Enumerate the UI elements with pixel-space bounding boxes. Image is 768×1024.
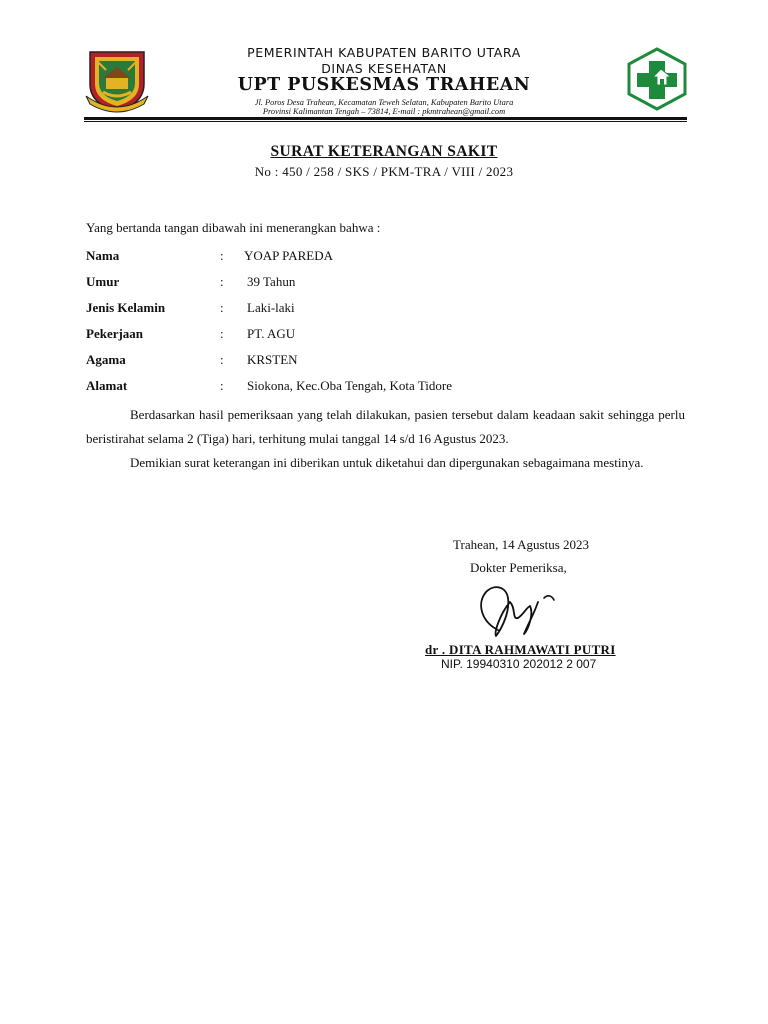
field-colon: : <box>220 378 224 393</box>
field-label: Alamat <box>86 378 128 393</box>
field-colon: : <box>220 300 224 315</box>
field-colon: : <box>220 352 224 367</box>
field-value: Laki-laki <box>247 300 295 315</box>
field-value: 39 Tahun <box>247 274 296 289</box>
field-label: Jenis Kelamin <box>86 300 166 315</box>
letterhead-rule-thin <box>84 121 687 122</box>
paragraph-closing <box>86 451 685 475</box>
signature-role: Dokter Pemeriksa, <box>470 560 567 575</box>
signatory-name: dr . DITA RAHMAWATI PUTRI <box>425 642 616 657</box>
field-label: Pekerjaan <box>86 326 144 341</box>
field-label: Nama <box>86 248 120 263</box>
field-value: YOAP PAREDA <box>244 248 333 263</box>
regency-emblem-icon <box>84 48 150 114</box>
handwritten-signature <box>472 574 562 646</box>
paragraph-examination-text: Berdasarkan hasil pemeriksaan yang telah dilakukan, pasien tersebut dalam keadaan sakit sehingga perlu beristirahat selama 2 (Tiga) hari, terhitung mulai tanggal 14 s/d 16 Agustus 2023. <box>86 407 685 446</box>
department-name: DINAS KESEHATAN <box>321 61 447 76</box>
field-value: KRSTEN <box>247 352 298 367</box>
field-label: Agama <box>86 352 126 367</box>
signatory-nip: NIP. 19940310 202012 2 007 <box>441 657 597 671</box>
field-colon: : <box>220 274 224 289</box>
field-colon: : <box>220 248 224 263</box>
address-line-2: Provinsi Kalimantan Tengah – 73814, E-mail : pkmtrahean@gmail.com <box>262 107 506 116</box>
document-number: No : 450 / 258 / SKS / PKM-TRA / VIII / 2023 <box>254 164 514 179</box>
paragraph-closing-text: Demikian surat keterangan ini diberikan untuk diketahui dan dipergunakan sebagaimana mestinya. <box>130 455 644 470</box>
field-colon: : <box>220 326 224 341</box>
puskesmas-green-cross-icon <box>626 47 688 111</box>
unit-name: UPT PUSKESMAS TRAHEAN <box>237 75 531 95</box>
letterhead-rule <box>84 117 687 120</box>
government-name: PEMERINTAH KABUPATEN BARITO UTARA <box>247 45 521 60</box>
field-value: PT. AGU <box>247 326 296 341</box>
field-value: Siokona, Kec.Oba Tengah, Kota Tidore <box>247 378 453 393</box>
field-label: Umur <box>86 274 120 289</box>
signature-place-date: Trahean, 14 Agustus 2023 <box>453 537 590 552</box>
paragraph-examination <box>86 403 685 451</box>
intro-text: Yang bertanda tangan dibawah ini menerangkan bahwa : <box>86 220 381 235</box>
address-line-1: Jl. Poros Desa Trahean, Kecamatan Teweh Selatan, Kabupaten Barito Utara <box>254 98 514 107</box>
document-title: SURAT KETERANGAN SAKIT <box>270 143 498 160</box>
